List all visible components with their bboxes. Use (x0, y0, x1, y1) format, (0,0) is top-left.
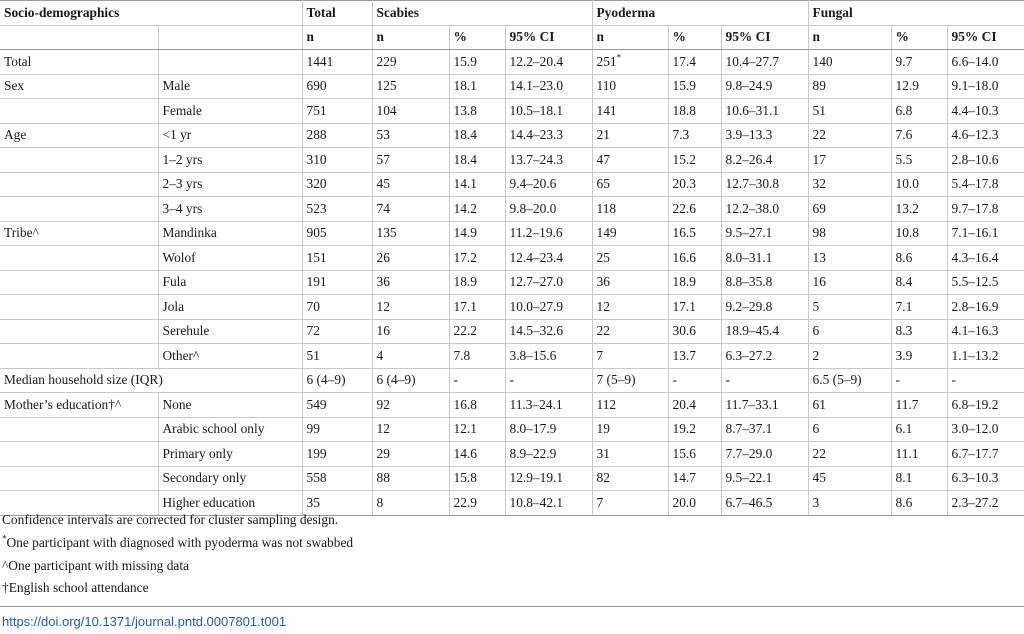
table-cell: 5.5 (891, 148, 947, 173)
table-row (0, 99, 1024, 124)
row-sub-label: 2–3 yrs (158, 172, 302, 197)
table-cell: 7 (592, 491, 668, 516)
table-row (0, 344, 1024, 369)
table-cell: 288 (302, 123, 372, 148)
table-cell: 17.2 (449, 246, 505, 271)
subheader-cell: % (668, 25, 721, 50)
table-cell: 26 (372, 246, 449, 271)
table-cell: 112 (592, 393, 668, 418)
header-row-1 (0, 1, 1024, 26)
row-sub-label: Female (158, 99, 302, 124)
row-group-label: Sex (0, 74, 158, 99)
table-cell: 13.7 (668, 344, 721, 369)
header-socio-demographics: Socio-demographics (0, 1, 302, 26)
table-row (0, 393, 1024, 418)
footnote-marker: * (616, 52, 622, 63)
table-row (0, 123, 1024, 148)
table-cell: 2 (808, 344, 891, 369)
footnote: †English school attendance (2, 580, 149, 596)
table-cell: 12.9–19.1 (505, 466, 592, 491)
table-cell: 10.5–18.1 (505, 99, 592, 124)
table-cell: 12.7–27.0 (505, 270, 592, 295)
table-cell: 8.7–37.1 (721, 417, 808, 442)
table-cell: 19 (592, 417, 668, 442)
table-cell: 82 (592, 466, 668, 491)
table-cell: 17.1 (668, 295, 721, 320)
table-cell: 16.5 (668, 221, 721, 246)
table-cell: 1441 (302, 50, 372, 75)
table-cell: 15.9 (668, 74, 721, 99)
table-cell: 141 (592, 99, 668, 124)
table-footnotes (2, 509, 353, 600)
table-cell: 12.2–20.4 (505, 50, 592, 75)
header-blank (158, 25, 302, 50)
table-cell: 251* (592, 50, 668, 75)
row-sub-label: Male (158, 74, 302, 99)
row-sub-label: Primary only (158, 442, 302, 467)
table-row (0, 148, 1024, 173)
table-cell: 8.1 (891, 466, 947, 491)
table-cell: 53 (372, 123, 449, 148)
table-cell: 10.0 (891, 172, 947, 197)
table-row (0, 466, 1024, 491)
table-cell: 8.9–22.9 (505, 442, 592, 467)
table-cell: 98 (808, 221, 891, 246)
table-cell: 9.1–18.0 (947, 74, 1024, 99)
doi-link[interactable]: https://doi.org/10.1371/journal.pntd.0007801.t001 (2, 614, 287, 629)
row-sub-label: Serehule (158, 319, 302, 344)
table-cell: 15.9 (449, 50, 505, 75)
table-cell: 12.7–30.8 (721, 172, 808, 197)
table-cell: 45 (808, 466, 891, 491)
table-cell: 14.2 (449, 197, 505, 222)
table-cell: 17.1 (449, 295, 505, 320)
table-cell: 11.7–33.1 (721, 393, 808, 418)
table-cell: 10.4–27.7 (721, 50, 808, 75)
table-cell: - (721, 368, 808, 393)
table-cell: 6.5 (5–9) (808, 368, 891, 393)
row-group-label (0, 466, 158, 491)
table-cell: 18.4 (449, 123, 505, 148)
row-sub-label (158, 50, 302, 75)
table-cell: 3 (808, 491, 891, 516)
row-group-label: Tribe^ (0, 221, 158, 246)
table-cell: 14.4–23.3 (505, 123, 592, 148)
table-cell: 8 (372, 491, 449, 516)
table-cell: 6 (4–9) (372, 368, 449, 393)
table-cell: 45 (372, 172, 449, 197)
table-cell: 13.8 (449, 99, 505, 124)
table-cell: 11.7 (891, 393, 947, 418)
table-cell: 9.7 (891, 50, 947, 75)
table-cell: - (505, 368, 592, 393)
table-cell: 51 (808, 99, 891, 124)
table-cell: 89 (808, 74, 891, 99)
table-cell: 5 (808, 295, 891, 320)
table-cell: 10.8–42.1 (505, 491, 592, 516)
table-cell: 135 (372, 221, 449, 246)
row-group-label (0, 417, 158, 442)
table-cell: 9.8–24.9 (721, 74, 808, 99)
table-cell: 12.2–38.0 (721, 197, 808, 222)
table-cell: 11.1 (891, 442, 947, 467)
table-cell: 16.8 (449, 393, 505, 418)
row-sub-label: 3–4 yrs (158, 197, 302, 222)
table-cell: 9.5–22.1 (721, 466, 808, 491)
table-cell: 10.8 (891, 221, 947, 246)
row-sub-label: None (158, 393, 302, 418)
table-cell: 8.3 (891, 319, 947, 344)
row-group-label (0, 295, 158, 320)
table-cell: 6.7–46.5 (721, 491, 808, 516)
row-group-label: Age (0, 123, 158, 148)
subheader-cell: 95% CI (721, 25, 808, 50)
table-cell: 19.2 (668, 417, 721, 442)
table-cell: 12 (372, 295, 449, 320)
table-cell: 20.3 (668, 172, 721, 197)
table-cell: 30.6 (668, 319, 721, 344)
footnote-marker: * (2, 533, 7, 544)
table-cell: 5.4–17.8 (947, 172, 1024, 197)
table-cell: 905 (302, 221, 372, 246)
header-total: Total (302, 1, 372, 26)
table-cell: 18.9–45.4 (721, 319, 808, 344)
row-group-label: Mother’s education†^ (0, 393, 158, 418)
table-cell: 110 (592, 74, 668, 99)
row-group-label (0, 99, 158, 124)
table-cell: 6.7–17.7 (947, 442, 1024, 467)
table-cell: 16 (372, 319, 449, 344)
table-cell: 61 (808, 393, 891, 418)
table-cell: 20.4 (668, 393, 721, 418)
table-cell: - (449, 368, 505, 393)
header-row-2 (0, 25, 1024, 50)
table-cell: 8.6 (891, 246, 947, 271)
table-cell: 751 (302, 99, 372, 124)
table-cell: - (891, 368, 947, 393)
row-sub-label: Secondary only (158, 466, 302, 491)
table-cell: 7 (592, 344, 668, 369)
table-cell: 22 (808, 442, 891, 467)
table-cell: 151 (302, 246, 372, 271)
table-cell: 36 (592, 270, 668, 295)
table-cell: 8.2–26.4 (721, 148, 808, 173)
table-cell: 22 (808, 123, 891, 148)
table-cell: 72 (302, 319, 372, 344)
table-cell: 2.8–10.6 (947, 148, 1024, 173)
row-group-label (0, 319, 158, 344)
table-row (0, 246, 1024, 271)
table-cell: 149 (592, 221, 668, 246)
subheader-cell: 95% CI (947, 25, 1024, 50)
table-cell: 6.3–27.2 (721, 344, 808, 369)
table-body (0, 50, 1024, 516)
table-cell: 12.1 (449, 417, 505, 442)
table-cell: 1.1–13.2 (947, 344, 1024, 369)
table-cell: 7.3 (668, 123, 721, 148)
table-cell: 9.5–27.1 (721, 221, 808, 246)
table-cell: 5.5–12.5 (947, 270, 1024, 295)
table-cell: 6.1 (891, 417, 947, 442)
header-fungal: Fungal (808, 1, 1024, 26)
table-cell: 549 (302, 393, 372, 418)
table-cell: 6.8–19.2 (947, 393, 1024, 418)
row-sub-label: <1 yr (158, 123, 302, 148)
row-group-label: Median household size (IQR) (0, 368, 302, 393)
table-cell: 229 (372, 50, 449, 75)
subheader-cell: % (891, 25, 947, 50)
row-sub-label: Higher education (158, 491, 302, 516)
table-cell: 14.7 (668, 466, 721, 491)
table-cell: 3.8–15.6 (505, 344, 592, 369)
row-group-label (0, 270, 158, 295)
table-cell: 16 (808, 270, 891, 295)
table-cell: 690 (302, 74, 372, 99)
table-cell: - (668, 368, 721, 393)
table-cell: 3.9 (891, 344, 947, 369)
table-cell: 8.8–35.8 (721, 270, 808, 295)
table-cell: 6.3–10.3 (947, 466, 1024, 491)
table-cell: 92 (372, 393, 449, 418)
table-row (0, 270, 1024, 295)
footnote: *One participant with diagnosed with pyoderma was not swabbed (2, 533, 354, 550)
table-cell: 523 (302, 197, 372, 222)
table-cell: 70 (302, 295, 372, 320)
table-cell: 310 (302, 148, 372, 173)
table-cell: 191 (302, 270, 372, 295)
table-cell: 99 (302, 417, 372, 442)
table-cell: 29 (372, 442, 449, 467)
table-cell: 9.4–20.6 (505, 172, 592, 197)
table-cell: 125 (372, 74, 449, 99)
table-cell: 10.0–27.9 (505, 295, 592, 320)
subheader-cell: n (372, 25, 449, 50)
table-cell: 22 (592, 319, 668, 344)
table-cell: 22.2 (449, 319, 505, 344)
table-cell: 74 (372, 197, 449, 222)
table-cell: 15.6 (668, 442, 721, 467)
row-group-label: Total (0, 50, 158, 75)
row-sub-label: Fula (158, 270, 302, 295)
table-cell: 104 (372, 99, 449, 124)
table-row (0, 295, 1024, 320)
table-row (0, 368, 1024, 393)
table-cell: 9.8–20.0 (505, 197, 592, 222)
table-cell: 12 (372, 417, 449, 442)
table-cell: 3.0–12.0 (947, 417, 1024, 442)
row-sub-label: Arabic school only (158, 417, 302, 442)
header-scabies: Scabies (372, 1, 592, 26)
table-cell: 18.9 (449, 270, 505, 295)
table-cell: 18.8 (668, 99, 721, 124)
table-cell: 22.6 (668, 197, 721, 222)
table-cell: 12.9 (891, 74, 947, 99)
table-cell: 10.6–31.1 (721, 99, 808, 124)
row-sub-label: Wolof (158, 246, 302, 271)
row-group-label (0, 442, 158, 467)
subheader-cell: n (302, 25, 372, 50)
table-cell: 18.4 (449, 148, 505, 173)
table-cell: 51 (302, 344, 372, 369)
table-cell: 25 (592, 246, 668, 271)
table-cell: 17 (808, 148, 891, 173)
table-cell: 7.1–16.1 (947, 221, 1024, 246)
table-cell: 4.1–16.3 (947, 319, 1024, 344)
row-sub-label: Jola (158, 295, 302, 320)
row-group-label (0, 148, 158, 173)
row-sub-label: Mandinka (158, 221, 302, 246)
divider (0, 606, 1024, 607)
table-cell: 12.4–23.4 (505, 246, 592, 271)
table-cell: 35 (302, 491, 372, 516)
table-row (0, 221, 1024, 246)
table-cell: 8.0–31.1 (721, 246, 808, 271)
table-cell: 69 (808, 197, 891, 222)
table-cell: 18.9 (668, 270, 721, 295)
table-cell: 15.2 (668, 148, 721, 173)
table-cell: 6.8 (891, 99, 947, 124)
header-pyoderma: Pyoderma (592, 1, 808, 26)
table-cell: 6.6–14.0 (947, 50, 1024, 75)
table-cell: 9.2–29.8 (721, 295, 808, 320)
row-group-label (0, 197, 158, 222)
table-row (0, 74, 1024, 99)
table-cell: 32 (808, 172, 891, 197)
table-cell: 47 (592, 148, 668, 173)
row-group-label (0, 344, 158, 369)
table-cell: 65 (592, 172, 668, 197)
table-cell: 118 (592, 197, 668, 222)
table-cell: 31 (592, 442, 668, 467)
table-cell: 15.8 (449, 466, 505, 491)
table-cell: 4.6–12.3 (947, 123, 1024, 148)
table-cell: 14.1–23.0 (505, 74, 592, 99)
table-cell: 4.4–10.3 (947, 99, 1024, 124)
table-cell: 7 (5–9) (592, 368, 668, 393)
subheader-cell: n (592, 25, 668, 50)
table-cell: 4.3–16.4 (947, 246, 1024, 271)
table-cell: 8.4 (891, 270, 947, 295)
table-cell: - (947, 368, 1024, 393)
table-row (0, 172, 1024, 197)
table-cell: 11.3–24.1 (505, 393, 592, 418)
table-cell: 88 (372, 466, 449, 491)
table-cell: 2.8–16.9 (947, 295, 1024, 320)
subheader-cell: % (449, 25, 505, 50)
table-row (0, 197, 1024, 222)
table-cell: 16.6 (668, 246, 721, 271)
table-cell: 21 (592, 123, 668, 148)
footnote: ^One participant with missing data (2, 557, 190, 573)
table-cell: 558 (302, 466, 372, 491)
footnote: Confidence intervals are corrected for cluster sampling design. (2, 512, 339, 527)
table-cell: 36 (372, 270, 449, 295)
table-cell: 7.6 (891, 123, 947, 148)
row-group-label (0, 172, 158, 197)
row-sub-label: 1–2 yrs (158, 148, 302, 173)
row-group-label (0, 246, 158, 271)
table-cell: 8.0–17.9 (505, 417, 592, 442)
table-row (0, 50, 1024, 75)
table-cell: 20.0 (668, 491, 721, 516)
table-cell: 7.8 (449, 344, 505, 369)
table-cell: 8.6 (891, 491, 947, 516)
table-cell: 6 (808, 319, 891, 344)
table-cell: 140 (808, 50, 891, 75)
table-cell: 13.2 (891, 197, 947, 222)
table-cell: 9.7–17.8 (947, 197, 1024, 222)
table-cell: 7.1 (891, 295, 947, 320)
table-row (0, 417, 1024, 442)
table-cell: 7.7–29.0 (721, 442, 808, 467)
table-cell: 6 (4–9) (302, 368, 372, 393)
table-cell: 14.1 (449, 172, 505, 197)
table-cell: 6 (808, 417, 891, 442)
row-sub-label: Other^ (158, 344, 302, 369)
subheader-cell: 95% CI (505, 25, 592, 50)
table-cell: 18.1 (449, 74, 505, 99)
subheader-cell: n (808, 25, 891, 50)
table-row (0, 319, 1024, 344)
table-cell: 320 (302, 172, 372, 197)
table-cell: 57 (372, 148, 449, 173)
table-cell: 13 (808, 246, 891, 271)
table-cell: 4 (372, 344, 449, 369)
table-cell: 13.7–24.3 (505, 148, 592, 173)
table-cell: 3.9–13.3 (721, 123, 808, 148)
table-cell: 12 (592, 295, 668, 320)
table-row (0, 442, 1024, 467)
table-cell: 14.5–32.6 (505, 319, 592, 344)
table-cell: 2.3–27.2 (947, 491, 1024, 516)
table-cell: 17.4 (668, 50, 721, 75)
table-cell: 14.9 (449, 221, 505, 246)
table-cell: 11.2–19.6 (505, 221, 592, 246)
header-blank (0, 25, 158, 50)
table-cell: 22.9 (449, 491, 505, 516)
table-cell: 199 (302, 442, 372, 467)
table-cell: 14.6 (449, 442, 505, 467)
